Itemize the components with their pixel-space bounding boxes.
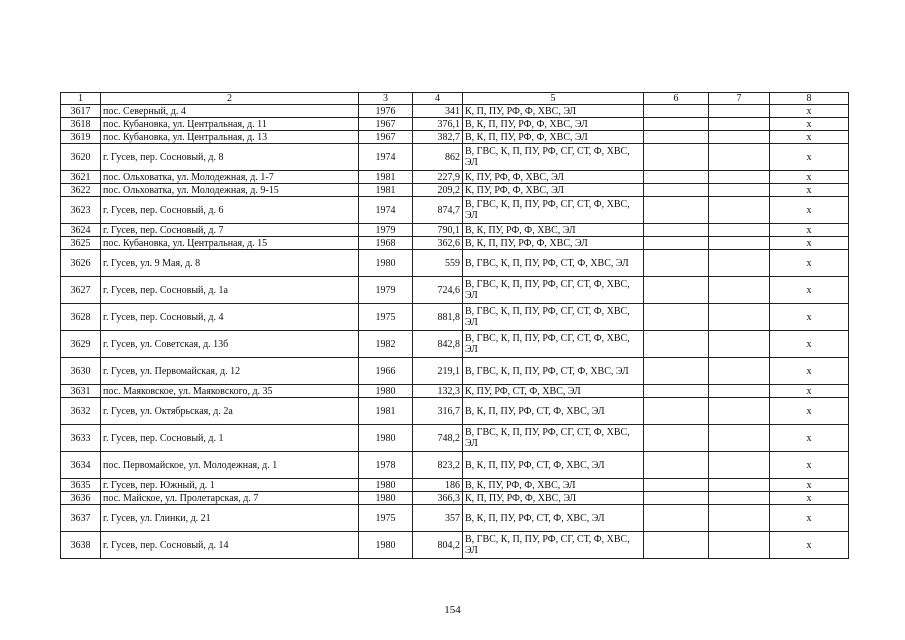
cell-address: г. Гусев, пер. Сосновый, д. 1 — [101, 425, 359, 452]
table-row — [61, 425, 849, 452]
table-row — [61, 118, 849, 131]
cell-area: 132,3 — [413, 385, 463, 398]
cell-year: 1980 — [359, 425, 413, 452]
cell-col6 — [644, 505, 709, 532]
register-table — [60, 92, 849, 559]
cell-number: 3628 — [61, 304, 101, 331]
cell-col6 — [644, 331, 709, 358]
cell-address: г. Гусев, ул. Глинки, д. 21 — [101, 505, 359, 532]
cell-col8: х — [770, 385, 849, 398]
table-row — [61, 492, 849, 505]
cell-works: В, К, П, ПУ, РФ, СТ, Ф, ХВС, ЭЛ — [463, 452, 644, 479]
cell-col8: х — [770, 224, 849, 237]
cell-year: 1981 — [359, 171, 413, 184]
cell-works: К, ПУ, РФ, Ф, ХВС, ЭЛ — [463, 184, 644, 197]
cell-col8: х — [770, 452, 849, 479]
cell-works: К, П, ПУ, РФ, Ф, ХВС, ЭЛ — [463, 105, 644, 118]
cell-address: пос. Ольховатка, ул. Молодежная, д. 9-15 — [101, 184, 359, 197]
cell-col7 — [709, 131, 770, 144]
cell-area: 862 — [413, 144, 463, 171]
table-row — [61, 250, 849, 277]
cell-address: г. Гусев, ул. Октябрьская, д. 2а — [101, 398, 359, 425]
cell-year: 1975 — [359, 304, 413, 331]
cell-area: 376,1 — [413, 118, 463, 131]
table-row — [61, 452, 849, 479]
cell-col7 — [709, 331, 770, 358]
cell-col8: х — [770, 304, 849, 331]
cell-number: 3632 — [61, 398, 101, 425]
cell-col8: х — [770, 197, 849, 224]
cell-col7 — [709, 479, 770, 492]
table-row — [61, 237, 849, 250]
cell-col7 — [709, 250, 770, 277]
cell-number: 3626 — [61, 250, 101, 277]
cell-col7 — [709, 505, 770, 532]
cell-address: пос. Кубановка, ул. Центральная, д. 11 — [101, 118, 359, 131]
cell-col8: х — [770, 250, 849, 277]
cell-year: 1967 — [359, 131, 413, 144]
cell-number: 3621 — [61, 171, 101, 184]
table-row — [61, 398, 849, 425]
cell-area: 341 — [413, 105, 463, 118]
cell-col7 — [709, 105, 770, 118]
cell-col6 — [644, 398, 709, 425]
cell-area: 209,2 — [413, 184, 463, 197]
table-row — [61, 277, 849, 304]
cell-area: 804,2 — [413, 532, 463, 559]
cell-col8: х — [770, 277, 849, 304]
column-header: 5 — [463, 93, 644, 105]
cell-col8: х — [770, 505, 849, 532]
cell-year: 1980 — [359, 479, 413, 492]
cell-works: В, ГВС, К, П, ПУ, РФ, СГ, СТ, Ф, ХВС, ЭЛ — [463, 197, 644, 224]
cell-col7 — [709, 144, 770, 171]
table-row — [61, 505, 849, 532]
cell-address: г. Гусев, пер. Сосновый, д. 8 — [101, 144, 359, 171]
cell-col6 — [644, 197, 709, 224]
cell-col7 — [709, 358, 770, 385]
cell-number: 3620 — [61, 144, 101, 171]
cell-area: 219,1 — [413, 358, 463, 385]
cell-col7 — [709, 385, 770, 398]
cell-col6 — [644, 184, 709, 197]
cell-works: В, К, ПУ, РФ, Ф, ХВС, ЭЛ — [463, 224, 644, 237]
cell-col7 — [709, 452, 770, 479]
cell-col6 — [644, 277, 709, 304]
cell-area: 357 — [413, 505, 463, 532]
cell-area: 724,6 — [413, 277, 463, 304]
cell-area: 227,9 — [413, 171, 463, 184]
table-row — [61, 131, 849, 144]
cell-number: 3631 — [61, 385, 101, 398]
cell-col6 — [644, 144, 709, 171]
cell-col8: х — [770, 131, 849, 144]
cell-col6 — [644, 385, 709, 398]
cell-col8: х — [770, 144, 849, 171]
cell-number: 3634 — [61, 452, 101, 479]
cell-col6 — [644, 131, 709, 144]
cell-col8: х — [770, 184, 849, 197]
cell-address: пос. Кубановка, ул. Центральная, д. 13 — [101, 131, 359, 144]
table-row — [61, 331, 849, 358]
cell-area: 362,6 — [413, 237, 463, 250]
cell-col8: х — [770, 425, 849, 452]
cell-area: 842,8 — [413, 331, 463, 358]
table-row — [61, 105, 849, 118]
cell-year: 1981 — [359, 184, 413, 197]
table-row — [61, 358, 849, 385]
cell-works: В, ГВС, К, П, ПУ, РФ, СГ, СТ, Ф, ХВС, ЭЛ — [463, 304, 644, 331]
cell-address: г. Гусев, пер. Сосновый, д. 1а — [101, 277, 359, 304]
cell-year: 1968 — [359, 237, 413, 250]
table-row — [61, 184, 849, 197]
column-header: 3 — [359, 93, 413, 105]
cell-col7 — [709, 237, 770, 250]
cell-works: В, ГВС, К, П, ПУ, РФ, СГ, СТ, Ф, ХВС, ЭЛ — [463, 277, 644, 304]
cell-works: В, К, П, ПУ, РФ, СТ, Ф, ХВС, ЭЛ — [463, 398, 644, 425]
table-row — [61, 197, 849, 224]
cell-col8: х — [770, 492, 849, 505]
cell-col7 — [709, 532, 770, 559]
cell-address: пос. Майское, ул. Пролетарская, д. 7 — [101, 492, 359, 505]
cell-col6 — [644, 250, 709, 277]
cell-col6 — [644, 492, 709, 505]
cell-year: 1974 — [359, 197, 413, 224]
cell-col8: х — [770, 358, 849, 385]
cell-area: 559 — [413, 250, 463, 277]
table-row — [61, 224, 849, 237]
cell-number: 3617 — [61, 105, 101, 118]
cell-address: г. Гусев, пер. Сосновый, д. 4 — [101, 304, 359, 331]
cell-col8: х — [770, 331, 849, 358]
cell-year: 1976 — [359, 105, 413, 118]
cell-number: 3630 — [61, 358, 101, 385]
cell-col7 — [709, 398, 770, 425]
cell-number: 3638 — [61, 532, 101, 559]
cell-works: К, ПУ, РФ, СТ, Ф, ХВС, ЭЛ — [463, 385, 644, 398]
column-header: 8 — [770, 93, 849, 105]
cell-col7 — [709, 184, 770, 197]
cell-number: 3619 — [61, 131, 101, 144]
cell-area: 874,7 — [413, 197, 463, 224]
cell-col7 — [709, 425, 770, 452]
column-header: 7 — [709, 93, 770, 105]
cell-works: В, К, П, ПУ, РФ, Ф, ХВС, ЭЛ — [463, 237, 644, 250]
cell-address: г. Гусев, ул. 9 Мая, д. 8 — [101, 250, 359, 277]
cell-col6 — [644, 304, 709, 331]
column-header: 4 — [413, 93, 463, 105]
cell-col7 — [709, 118, 770, 131]
cell-col8: х — [770, 479, 849, 492]
cell-number: 3618 — [61, 118, 101, 131]
table-row — [61, 144, 849, 171]
cell-col8: х — [770, 118, 849, 131]
cell-year: 1966 — [359, 358, 413, 385]
cell-number: 3637 — [61, 505, 101, 532]
cell-year: 1980 — [359, 492, 413, 505]
cell-col6 — [644, 452, 709, 479]
cell-area: 790,1 — [413, 224, 463, 237]
cell-works: В, К, П, ПУ, РФ, Ф, ХВС, ЭЛ — [463, 118, 644, 131]
cell-number: 3629 — [61, 331, 101, 358]
cell-col6 — [644, 237, 709, 250]
table-row — [61, 479, 849, 492]
cell-year: 1974 — [359, 144, 413, 171]
cell-works: К, ПУ, РФ, Ф, ХВС, ЭЛ — [463, 171, 644, 184]
header-row — [61, 93, 849, 105]
cell-year: 1979 — [359, 277, 413, 304]
cell-address: пос. Маяковское, ул. Маяковского, д. 35 — [101, 385, 359, 398]
cell-col6 — [644, 532, 709, 559]
cell-year: 1982 — [359, 331, 413, 358]
cell-col6 — [644, 358, 709, 385]
cell-col7 — [709, 224, 770, 237]
cell-works: В, К, П, ПУ, РФ, СТ, Ф, ХВС, ЭЛ — [463, 505, 644, 532]
cell-works: В, ГВС, К, П, ПУ, РФ, СТ, Ф, ХВС, ЭЛ — [463, 358, 644, 385]
cell-number: 3635 — [61, 479, 101, 492]
cell-number: 3633 — [61, 425, 101, 452]
cell-year: 1980 — [359, 532, 413, 559]
cell-year: 1979 — [359, 224, 413, 237]
cell-address: пос. Ольховатка, ул. Молодежная, д. 1-7 — [101, 171, 359, 184]
cell-number: 3622 — [61, 184, 101, 197]
cell-address: пос. Первомайское, ул. Молодежная, д. 1 — [101, 452, 359, 479]
cell-area: 748,2 — [413, 425, 463, 452]
cell-works: В, ГВС, К, П, ПУ, РФ, СГ, СТ, Ф, ХВС, ЭЛ — [463, 331, 644, 358]
cell-address: г. Гусев, пер. Южный, д. 1 — [101, 479, 359, 492]
cell-address: г. Гусев, ул. Первомайская, д. 12 — [101, 358, 359, 385]
cell-col6 — [644, 105, 709, 118]
table-row — [61, 385, 849, 398]
column-header: 6 — [644, 93, 709, 105]
cell-number: 3636 — [61, 492, 101, 505]
cell-number: 3625 — [61, 237, 101, 250]
cell-works: К, П, ПУ, РФ, Ф, ХВС, ЭЛ — [463, 492, 644, 505]
cell-year: 1967 — [359, 118, 413, 131]
cell-col6 — [644, 171, 709, 184]
cell-works: В, К, ПУ, РФ, Ф, ХВС, ЭЛ — [463, 479, 644, 492]
cell-col7 — [709, 492, 770, 505]
cell-year: 1975 — [359, 505, 413, 532]
cell-col7 — [709, 171, 770, 184]
cell-year: 1981 — [359, 398, 413, 425]
cell-col7 — [709, 304, 770, 331]
cell-area: 382,7 — [413, 131, 463, 144]
cell-col8: х — [770, 237, 849, 250]
cell-address: пос. Кубановка, ул. Центральная, д. 15 — [101, 237, 359, 250]
cell-address: г. Гусев, пер. Сосновый, д. 6 — [101, 197, 359, 224]
cell-col8: х — [770, 105, 849, 118]
cell-area: 366,3 — [413, 492, 463, 505]
cell-works: В, ГВС, К, П, ПУ, РФ, СТ, Ф, ХВС, ЭЛ — [463, 250, 644, 277]
table-row — [61, 171, 849, 184]
cell-col7 — [709, 197, 770, 224]
column-header: 2 — [101, 93, 359, 105]
cell-year: 1980 — [359, 385, 413, 398]
cell-col8: х — [770, 398, 849, 425]
cell-col8: х — [770, 171, 849, 184]
cell-area: 881,8 — [413, 304, 463, 331]
table-row — [61, 304, 849, 331]
cell-year: 1980 — [359, 250, 413, 277]
cell-area: 186 — [413, 479, 463, 492]
table-row — [61, 532, 849, 559]
cell-col6 — [644, 224, 709, 237]
cell-works: В, ГВС, К, П, ПУ, РФ, СГ, СТ, Ф, ХВС, ЭЛ — [463, 425, 644, 452]
cell-col6 — [644, 118, 709, 131]
cell-works: В, ГВС, К, П, ПУ, РФ, СГ, СТ, Ф, ХВС, ЭЛ — [463, 144, 644, 171]
cell-col6 — [644, 479, 709, 492]
cell-address: г. Гусев, пер. Сосновый, д. 14 — [101, 532, 359, 559]
cell-col8: х — [770, 532, 849, 559]
cell-address: пос. Северный, д. 4 — [101, 105, 359, 118]
cell-address: г. Гусев, ул. Советская, д. 13б — [101, 331, 359, 358]
cell-works: В, ГВС, К, П, ПУ, РФ, СГ, СТ, Ф, ХВС, ЭЛ — [463, 532, 644, 559]
cell-number: 3624 — [61, 224, 101, 237]
cell-number: 3627 — [61, 277, 101, 304]
cell-col7 — [709, 277, 770, 304]
cell-year: 1978 — [359, 452, 413, 479]
cell-col6 — [644, 425, 709, 452]
cell-address: г. Гусев, пер. Сосновый, д. 7 — [101, 224, 359, 237]
cell-number: 3623 — [61, 197, 101, 224]
cell-area: 316,7 — [413, 398, 463, 425]
page-number: 154 — [444, 604, 461, 616]
column-header: 1 — [61, 93, 101, 105]
cell-area: 823,2 — [413, 452, 463, 479]
cell-works: В, К, П, ПУ, РФ, Ф, ХВС, ЭЛ — [463, 131, 644, 144]
